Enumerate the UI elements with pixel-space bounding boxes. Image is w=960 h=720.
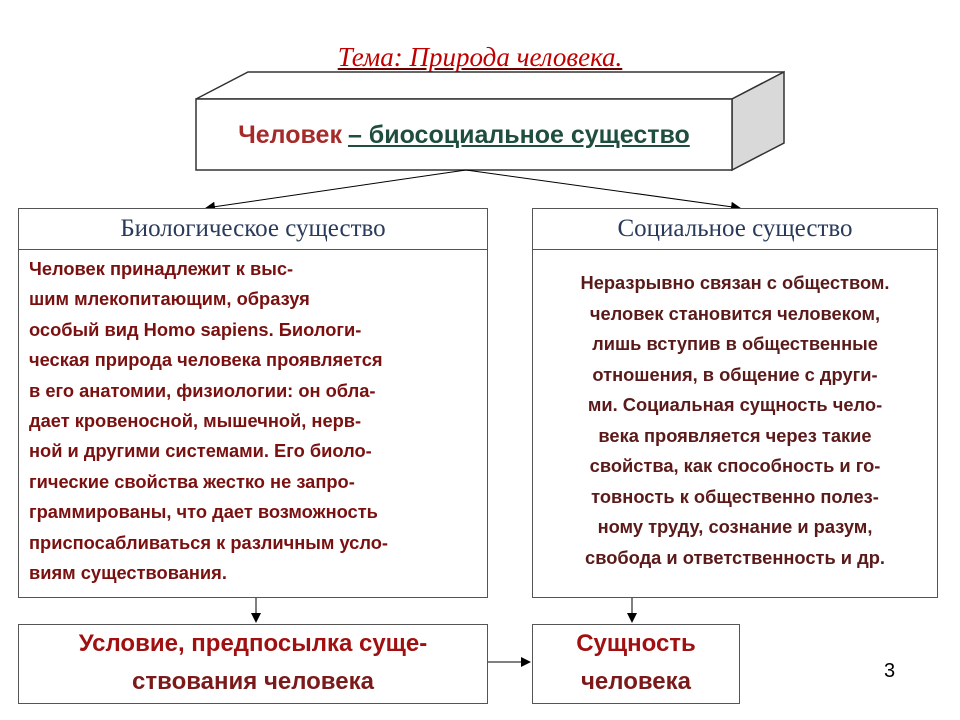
essence-line-1: Сущность — [576, 630, 696, 657]
slide-title-text: Тема: Природа человека. — [337, 42, 623, 72]
arrow-to-social — [466, 170, 740, 208]
biological-line: шим млекопитающим, образуя — [29, 288, 310, 310]
social-line: Неразрывно связан с обществом. — [580, 272, 890, 293]
page-number: 3 — [884, 660, 896, 682]
biological-line: виям существования. — [29, 562, 227, 584]
header-definition: – биосоциальное существо — [347, 120, 690, 149]
biological-line: ной и другими системами. Его биоло- — [29, 440, 372, 462]
social-line: свобода и ответственность и др. — [585, 546, 885, 568]
biological-body — [19, 250, 487, 588]
social-line: ному труду, сознание и разум, — [597, 516, 873, 537]
social-body — [533, 250, 937, 573]
condition-line-2: ствования человека — [132, 668, 374, 695]
essence-box — [532, 624, 740, 704]
header-box — [196, 100, 732, 170]
biological-panel — [18, 208, 488, 598]
biological-line: особый вид Homo sapiens. Биологи- — [29, 318, 362, 340]
social-line: ми. Социальная сущность чело- — [587, 394, 883, 415]
biological-line: Человек принадлежит к выс- — [29, 258, 294, 279]
biological-line: дает кровеносной, мышечной, нерв- — [29, 410, 362, 432]
biological-line: граммированы, что дает возможность — [29, 501, 378, 523]
essence-line-2: человека — [580, 668, 691, 695]
biological-line: приспосабливаться к различным усло- — [29, 531, 388, 553]
header-word: Человек — [238, 120, 342, 149]
biological-line: ческая природа человека проявляется — [29, 349, 383, 371]
social-line: человек становится человеком, — [589, 302, 881, 324]
arrow-to-biological — [206, 170, 466, 208]
header-box-top — [196, 72, 784, 99]
condition-line-1: Условие, предпосылка суще- — [78, 630, 428, 657]
social-line: лишь вступив в общественные — [592, 333, 878, 354]
biological-line: в его анатомии, физиологии: он обла- — [29, 379, 376, 401]
social-line: свойства, как способность и го- — [589, 455, 881, 476]
social-line: века проявляется через такие — [598, 424, 872, 446]
social-panel — [532, 208, 938, 598]
biological-heading: Биологическое существо — [19, 209, 487, 250]
social-heading: Социальное существо — [533, 209, 937, 250]
social-line: товность к общественно полез- — [591, 485, 879, 507]
condition-box — [18, 624, 488, 704]
biological-line: гические свойства жестко не запро- — [29, 470, 355, 492]
social-line: отношения, в общение с други- — [592, 363, 878, 385]
